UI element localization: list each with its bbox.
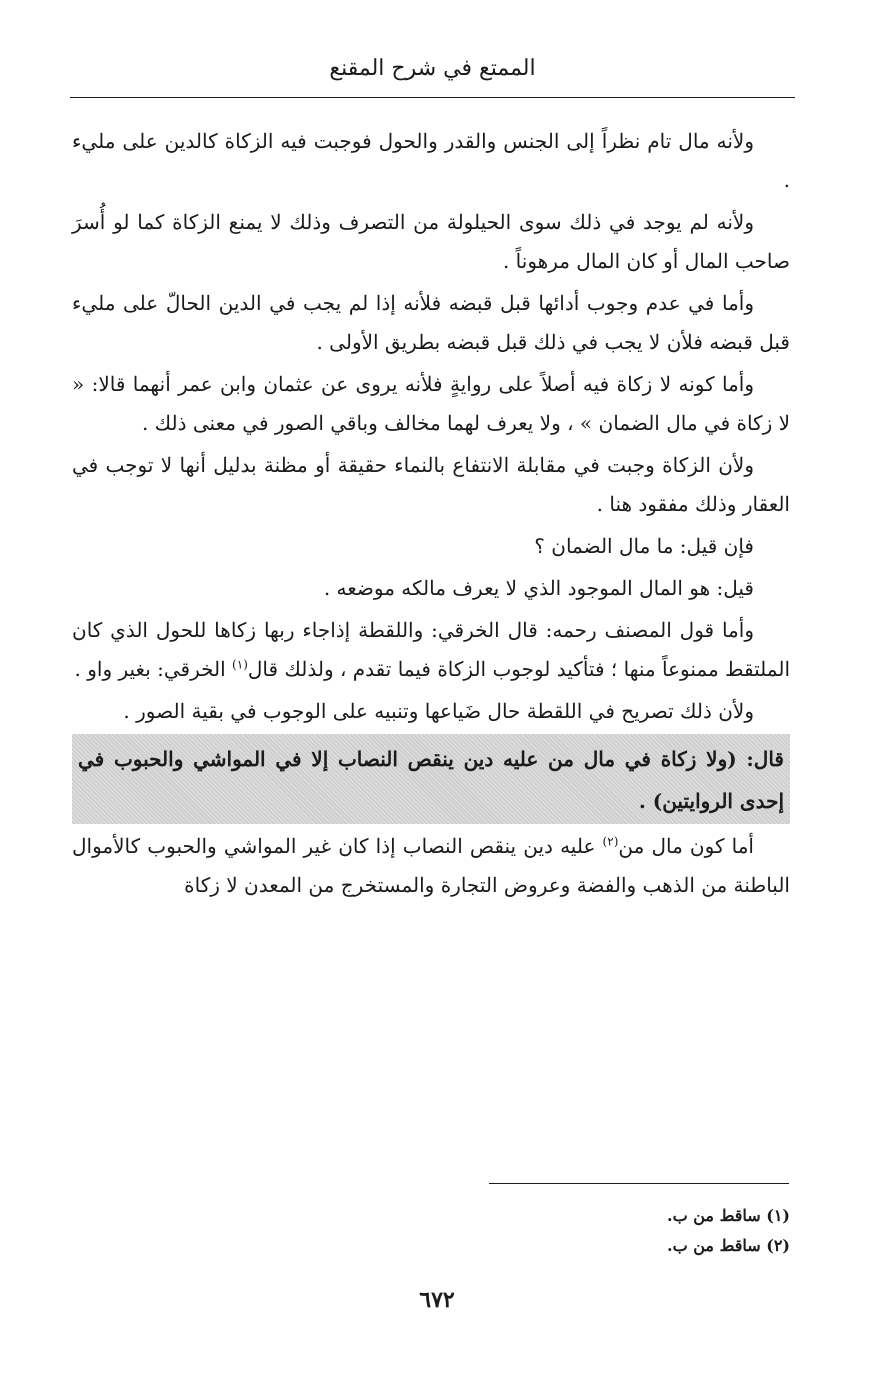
running-title: الممتع في شرح المقنع bbox=[329, 56, 536, 81]
paragraph: قيل: هو المال الموجود الذي لا يعرف مالكه موضعه . bbox=[323, 576, 754, 600]
footnotes bbox=[390, 1201, 790, 1261]
paragraph: ولأنه مال تام نظراً إلى الجنس والقدر والحول فوجبت فيه الزكاة كالدين على مليء . bbox=[72, 129, 790, 192]
paragraph-text: وأما قول المصنف رحمه: قال الخرقي: واللقطة إذاجاء ربها زكاها للحول الذي كان الملتقط ممنوعاً منها ؛ فتأكيد لوجوب الزكاة فيما تقدم ، ولذلك قال bbox=[72, 618, 790, 681]
paragraph: ولأنه لم يوجد في ذلك سوى الحيلولة من التصرف وذلك لا يمنع الزكاة كما لو أُسرَ صاحب المال أو كان المال مرهوناً . bbox=[72, 210, 790, 273]
footnote: (٢) ساقط من ب. bbox=[667, 1236, 790, 1255]
footnote-reference: (٢) bbox=[602, 834, 619, 849]
paragraph: وأما في عدم وجوب أدائها قبل قبضه فلأنه إذا لم يجب في الدين الحالّ على مليء قبل قبضه فلأن لا يجب في ذلك قبل قبضه بطريق الأولى . bbox=[72, 291, 790, 354]
paragraph-text: الخرقي: بغير واو . bbox=[74, 657, 233, 681]
main-text bbox=[72, 122, 790, 908]
footnote: (١) ساقط من ب. bbox=[667, 1206, 790, 1225]
paragraph-text: أما كون مال من bbox=[618, 834, 754, 858]
paragraph-text: عليه دين ينقص النصاب إذا كان غير المواشي والحبوب كالأموال الباطنة من الذهب والفضة وعروض التجارة والمستخرج من المعدن لا زكاة bbox=[72, 834, 790, 897]
paragraph: ولأن الزكاة وجبت في مقابلة الانتفاع بالنماء حقيقة أو مظنة بدليل أنها لا توجب في العقار وذلك مفقود هنا . bbox=[72, 453, 790, 516]
highlighted-matn: قال: (ولا زكاة في مال من عليه دين ينقص النصاب إلا في المواشي والحبوب في إحدى الروايتين) . bbox=[72, 734, 790, 824]
header-rule bbox=[70, 97, 795, 98]
footnote-reference: (١) bbox=[232, 657, 248, 672]
footnote-rule bbox=[489, 1183, 789, 1184]
page-number: ٦٧٢ bbox=[419, 1287, 455, 1313]
paragraph bbox=[72, 611, 790, 689]
paragraph: ولأن ذلك تصريح في اللقطة حال ضَياعها وتنبيه على الوجوب في بقية الصور . bbox=[123, 699, 754, 723]
paragraph: فإن قيل: ما مال الضمان ؟ bbox=[534, 534, 754, 558]
paragraph bbox=[72, 827, 790, 905]
paragraph: وأما كونه لا زكاة فيه أصلاً على روايةٍ فلأنه يروى عن عثمان وابن عمر أنهما قالا: « لا زكاة في مال الضمان » ، ولا يعرف لهما مخالف وباقي الصور في معنى ذلك . bbox=[72, 372, 790, 435]
